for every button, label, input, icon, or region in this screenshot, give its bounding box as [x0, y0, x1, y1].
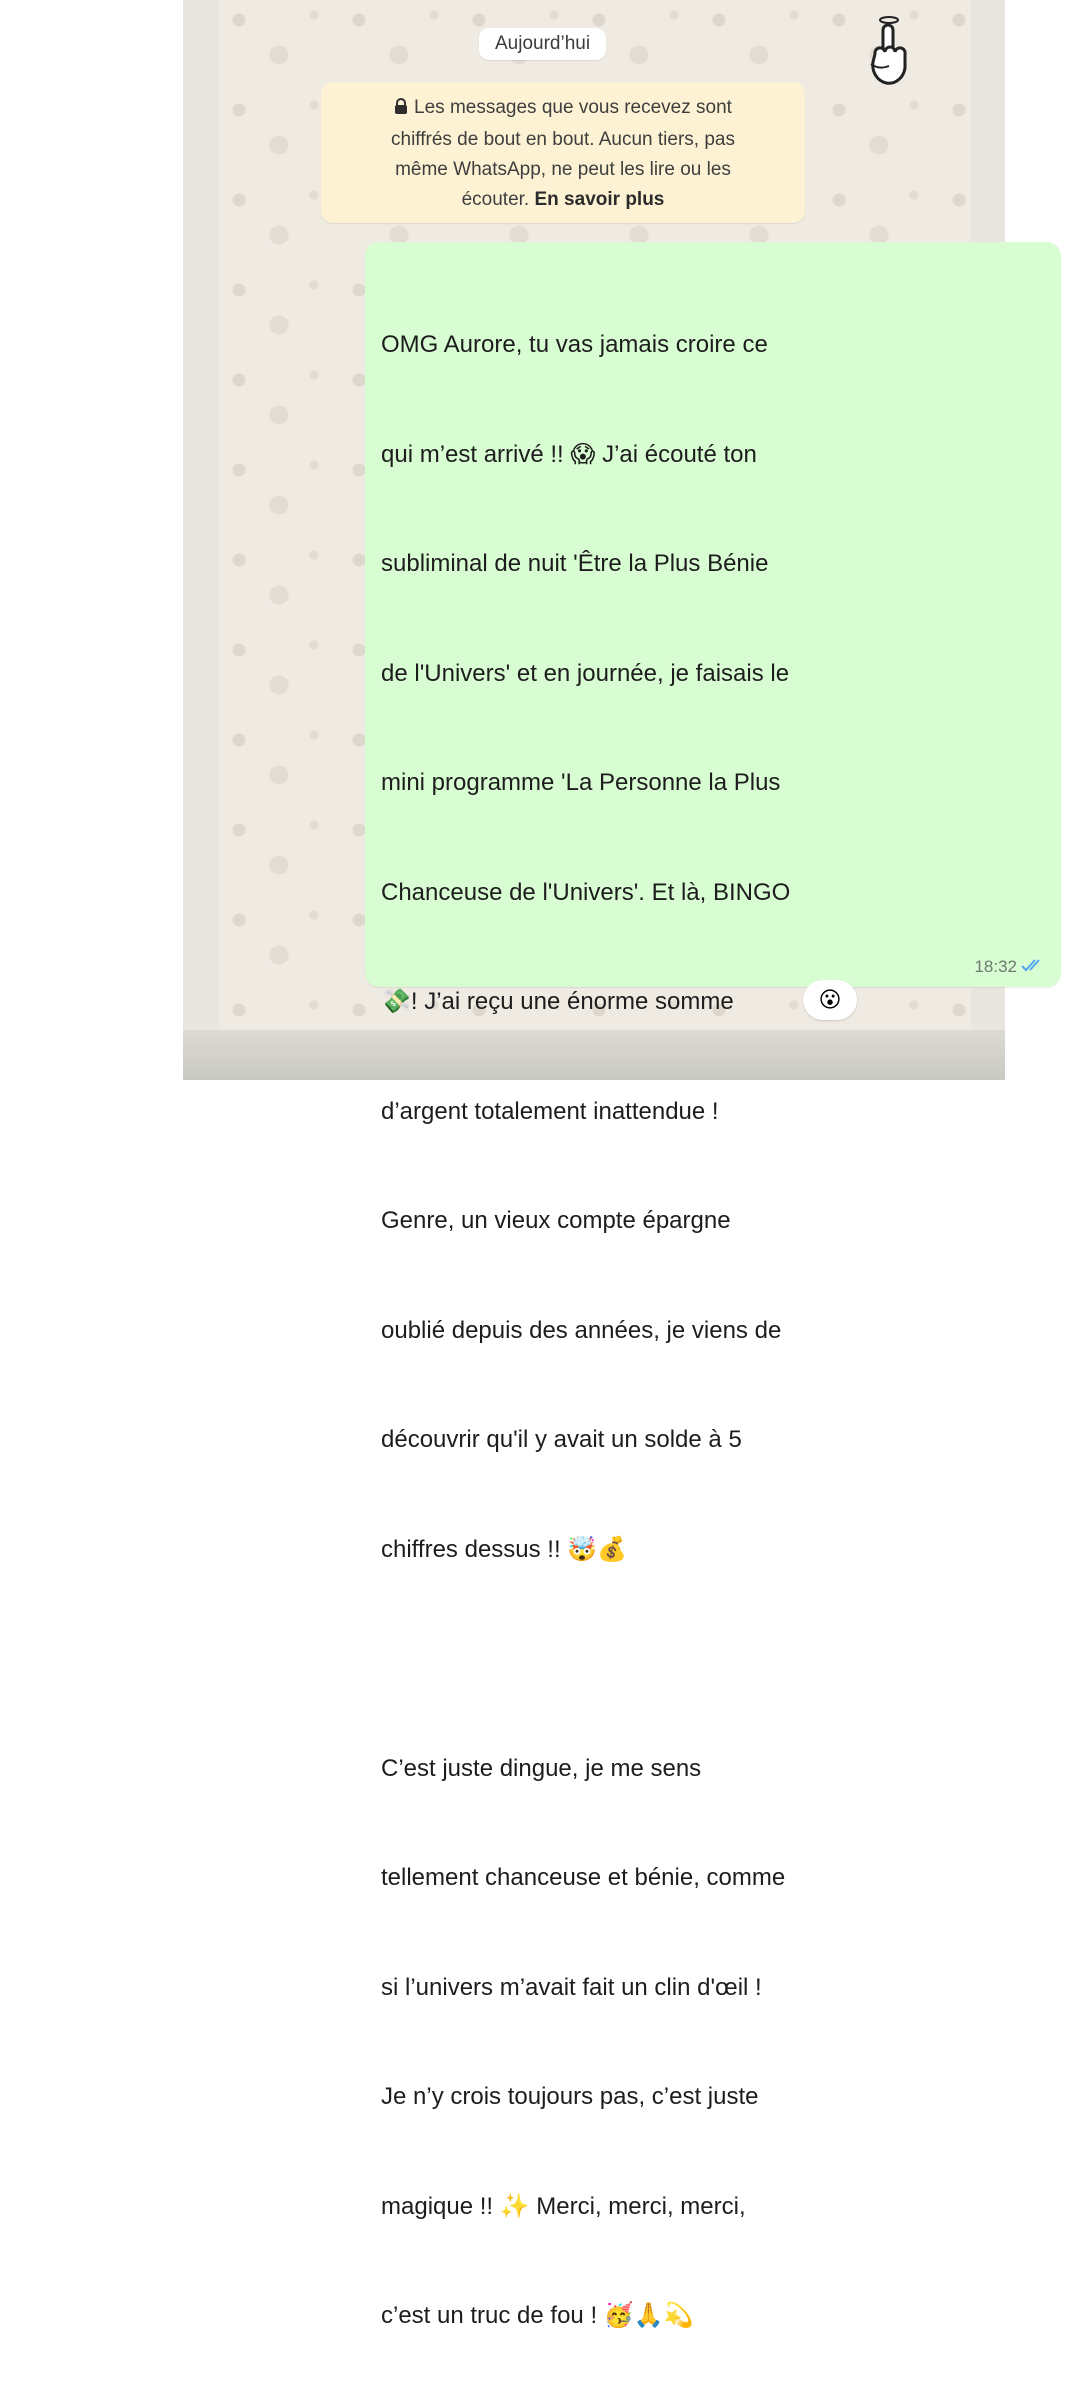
message-text: OMG Aurore, tu vas jamais croire ce qui m’est arrivé !! 😱 J’ai écouté ton subliminal de nuit 'Être la Plus Bénie de l'Univers' et en journée, je faisais le mini programme 'La Personne la Plus Chanceuse de l'Univers'. Et là, BINGO 💸! J’ai reçu une énorme somme d’argent totalement inattendue ! Genre, un vieux compte épargne oublié depuis des années, je viens de découvrir qu'il y avait un solde à 5 chiffres dessus !! 🤯💰 C’est juste dingue, je me sens tellement chanceuse et bénie, comme si l’univers m’avait fait un clin d'œil ! Je n’y crois toujours pas, c’est juste magique !! ✨ Merci, merci, merci, c’est un truc de fou ! 🥳🙏💫 — [381, 331, 791, 2329]
message-meta — [974, 957, 1045, 977]
learn-more-link[interactable]: En savoir plus — [534, 189, 665, 210]
notice-line: même WhatsApp, ne peut les lire ou les — [395, 159, 731, 180]
lock-icon — [394, 95, 408, 125]
pointing-up-hand-icon — [859, 14, 919, 99]
outgoing-message-bubble[interactable] — [365, 242, 1061, 2329]
message-reaction[interactable]: 😮 — [803, 980, 857, 1020]
notice-line: Les messages que vous recevez sont — [321, 93, 805, 125]
date-separator: Aujourd’hui — [479, 28, 606, 60]
notice-line: écouter. En savoir plus — [461, 189, 665, 210]
bottom-bar — [183, 1030, 1005, 1080]
chat-screen — [183, 0, 1017, 2329]
double-check-icon — [1021, 957, 1045, 977]
notice-line: chiffrés de bout en bout. Aucun tiers, pas — [391, 129, 735, 150]
message-time: 18:32 — [974, 957, 1017, 976]
encryption-notice[interactable] — [321, 82, 805, 223]
